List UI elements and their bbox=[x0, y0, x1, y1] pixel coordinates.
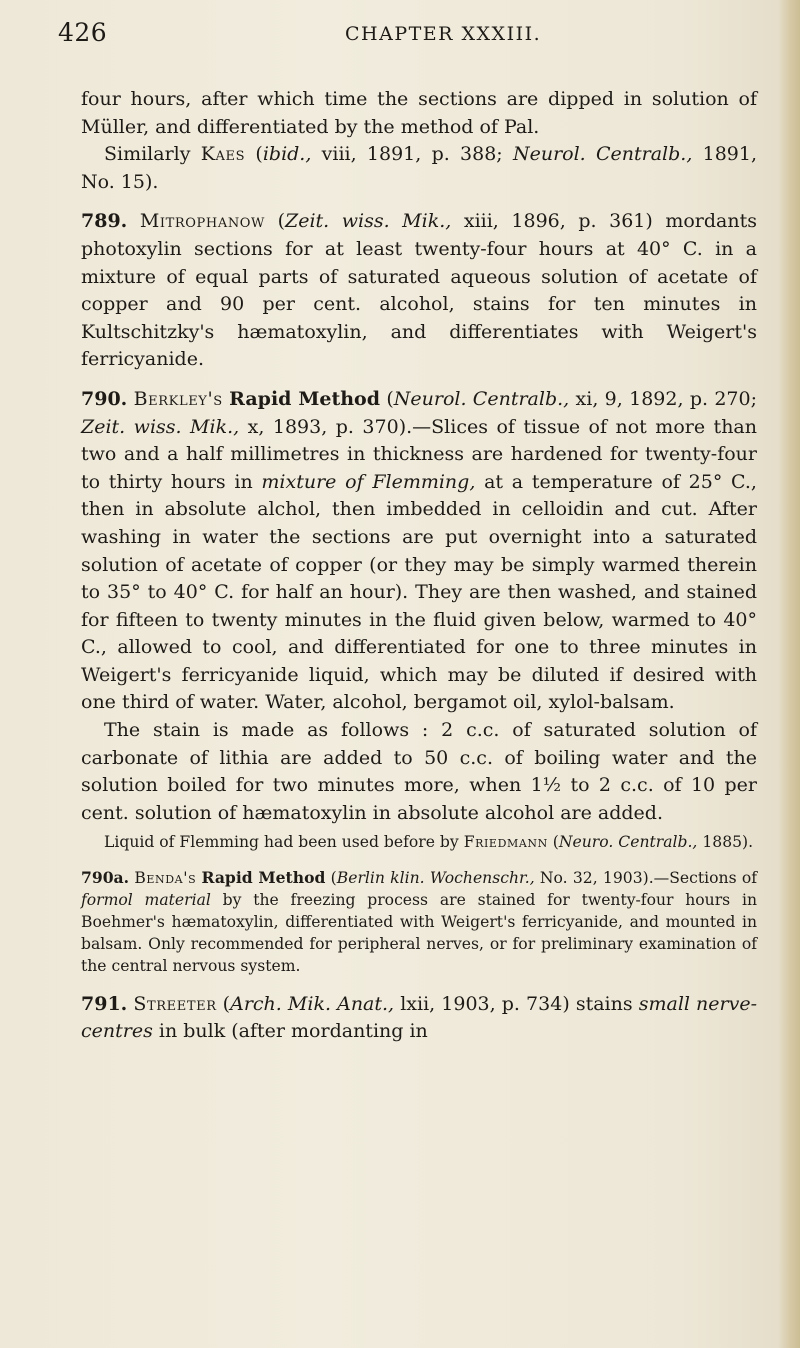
method-name: Rapid Method bbox=[201, 867, 326, 887]
paragraph-791: 791. Streeter (Arch. Mik. Anat., lxii, 1903, p. 734) stains small nerve-centres in bulk (after mordanting in bbox=[81, 992, 758, 1043]
author-name: Kaes bbox=[200, 143, 246, 166]
paragraph-kaes: Similarly Kaes (ibid., viii, 1891, p. 388; Neurol. Centralb., 1891, No. 15). bbox=[81, 143, 758, 193]
author-name: Streeter bbox=[133, 992, 217, 1015]
reference-title: Berlin klin. Wochenschr., bbox=[336, 868, 535, 887]
author-name: Friedmann bbox=[463, 833, 548, 852]
paragraph-790a: 790a. Benda's Rapid Method (Berlin klin. Wochenschr., No. 32, 1903).—Sections of formol material by the freezing process are stained for twenty-four hours in Boehmer's hæmatoxylin, differentiated with Weigert's ferricyanide, and mounted in balsam. Only recommended for peripheral nerves, or for preliminary examination of the central nervous system. bbox=[81, 867, 757, 976]
page-header bbox=[58, 18, 758, 58]
reference-title: Neurol. Centralb., bbox=[393, 387, 570, 410]
emphasis: small nerve-centres bbox=[81, 992, 758, 1043]
author-name: Benda's bbox=[134, 868, 197, 887]
reference-title: Neurol. Centralb., bbox=[512, 143, 693, 166]
page-number: 426 bbox=[58, 18, 108, 47]
reference-title: Zeit. wiss. Mik., bbox=[81, 415, 240, 438]
author-name: Mitrophanow bbox=[139, 210, 266, 233]
running-head: CHAPTER XXXIII. bbox=[345, 23, 542, 45]
reference-title: Arch. Mik. Anat., bbox=[230, 992, 395, 1015]
paragraph-789: 789. Mitrophanow (Zeit. wiss. Mik., xiii, 1896, p. 361) mordants photoxylin sections for at least twenty-four hours at 40° C. in a mixture of equal parts of saturated aqueous solution of acetate of copper and 90 per cent. alcohol, stains for ten minutes in Kultschitzky's hæmatoxylin, and differentiates with Weigert's ferricyanide. bbox=[81, 210, 758, 371]
section-number: 790. bbox=[81, 387, 128, 410]
section-number: 790a. bbox=[81, 867, 130, 887]
author-name: Berkley's bbox=[133, 387, 223, 410]
paragraph-continuation: four hours, after which time the sections are dipped in solution of Müller, and differentiated by the method of Pal. bbox=[81, 88, 757, 138]
paragraph-790: 790. Berkley's Rapid Method (Neurol. Centralb., xi, 9, 1892, p. 270; Zeit. wiss. Mik., x, 1893, p. 370).—Slices of tissue of not more than two and a half millimetres in thickness are hardened for twenty-four to thirty hours in mixture of Flemming, at a temperature of 25° C., then in absolute alchol, then imbedded in celloidin and cut. After washing in water the sections are put overnight into a saturated solution of acetate of copper (or they may be simply warmed therein to 35° to 40° C. for half an hour). They are then washed, and stained for fifteen to twenty minutes in the fluid given below, warmed to 40° C., allowed to cool, and differentiated for one to three minutes in Weigert's ferricyanide liquid, which may be diluted if desired with one third of water. Water, alcohol, bergamot oil, xylol-balsam. bbox=[81, 387, 758, 714]
paragraph-stain-recipe: The stain is made as follows : 2 c.c. of saturated solution of carbonate of lithia are added to 50 c.c. of boiling water and the solution boiled for two minutes more, when 1½ to 2 c.c. of 10 per cent. solution of hæmatoxylin in absolute alcohol are added. bbox=[81, 719, 757, 824]
reference-title: ibid., bbox=[262, 143, 312, 166]
note-flemming: Liquid of Flemming had been used before by Friedmann (Neuro. Centralb., 1885). bbox=[104, 833, 754, 852]
section-number: 791. bbox=[81, 992, 128, 1015]
reference-title: Zeit. wiss. Mik., bbox=[285, 210, 452, 233]
section-number: 789. bbox=[81, 210, 128, 233]
emphasis: formol material bbox=[81, 890, 211, 909]
reference-title: Neuro. Centralb., bbox=[558, 833, 698, 852]
page-edge-shadow bbox=[778, 0, 800, 1348]
page-body bbox=[81, 86, 757, 1046]
emphasis: mixture of Flemming, bbox=[261, 470, 476, 493]
method-name: Rapid Method bbox=[229, 387, 381, 410]
